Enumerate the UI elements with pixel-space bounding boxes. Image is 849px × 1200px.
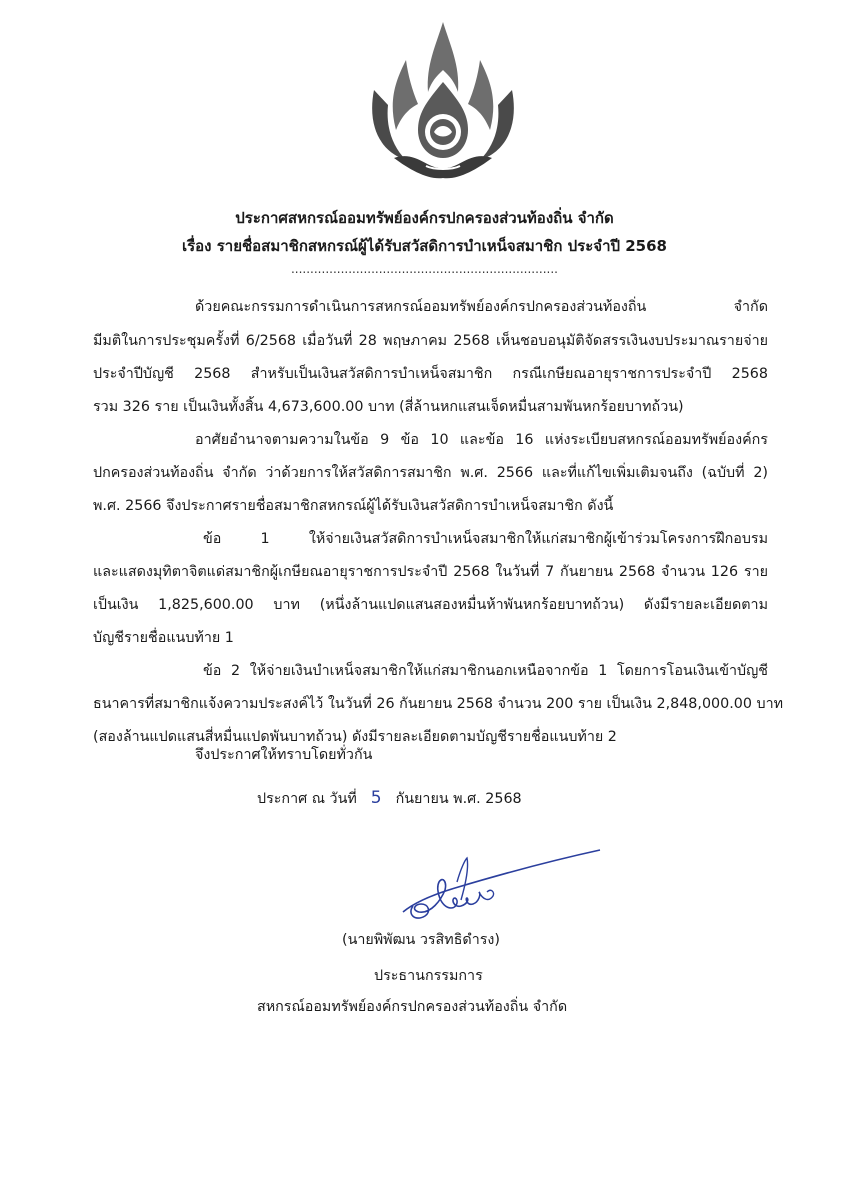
date-prefix: ประกาศ ณ วันที่ — [257, 791, 357, 807]
announcement-date — [257, 788, 522, 810]
handwritten-signature — [395, 842, 605, 924]
paragraph-4-line-2: ธนาคารที่สมาชิกแจ้งความประสงค์ไว้ ในวันที่ 26 กันยายน 2568 จำนวน 200 ราย เป็นเงิน 2,848,000.00 บาท — [93, 696, 784, 712]
closing-statement: จึงประกาศให้ทราบโดยทั่วกัน — [195, 747, 373, 763]
signer-name: (นายพิพัฒน วรสิทธิดำรง) — [342, 932, 500, 948]
paragraph-1-line-1: ด้วยคณะกรรมการดำเนินการสหกรณ์ออมทรัพย์องค์กรปกครองส่วนท้องถิ่น จำกัด — [195, 299, 768, 315]
document-title: ประกาศสหกรณ์ออมทรัพย์องค์กรปกครองส่วนท้องถิ่น จำกัด — [235, 209, 614, 227]
date-month-year: กันยายน พ.ศ. 2568 — [395, 791, 522, 807]
paragraph-4-line-3: (สองล้านแปดแสนสี่หมื่นแปดพันบาทถ้วน) ดังมีรายละเอียดตามบัญชีรายชื่อแนบท้าย 2 — [93, 729, 617, 745]
paragraph-2-line-1: อาศัยอำนาจตามความในข้อ 9 ข้อ 10 และข้อ 16 แห่งระเบียบสหกรณ์ออมทรัพย์องค์กร — [195, 432, 768, 448]
document-subject: เรื่อง รายชื่อสมาชิกสหกรณ์ผู้ได้รับสวัสดิการบำเหน็จสมาชิก ประจำปี 2568 — [181, 237, 667, 255]
cooperative-logo-icon — [366, 20, 520, 180]
date-day: 5 — [370, 788, 382, 808]
paragraph-1-line-3: ประจำปีบัญชี 2568 สำหรับเป็นเงินสวัสดิการบำเหน็จสมาชิก กรณีเกษียณอายุราชการประจำปี 2568 — [93, 366, 768, 382]
paragraph-3-line-4: บัญชีรายชื่อแนบท้าย 1 — [93, 630, 234, 646]
paragraph-3-line-1: ข้อ 1 ให้จ่ายเงินสวัสดิการบำเหน็จสมาชิกให้แก่สมาชิกผู้เข้าร่วมโครงการฝึกอบรม — [203, 531, 768, 547]
paragraph-1-line-4: รวม 326 ราย เป็นเงินทั้งสิ้น 4,673,600.00 บาท (สี่ล้านหกแสนเจ็ดหมื่นสามพันหกร้อยบาทถ้วน) — [93, 399, 684, 415]
paragraph-3-line-3: เป็นเงิน 1,825,600.00 บาท (หนึ่งล้านแปดแสนสองหมื่นห้าพันหกร้อยบาทถ้วน) ดังมีรายละเอียดตาม — [93, 597, 768, 613]
paragraph-2-line-2: ปกครองส่วนท้องถิ่น จำกัด ว่าด้วยการให้สวัสดิการสมาชิก พ.ศ. 2566 และที่แก้ไขเพิ่มเติมจนถึง (ฉบับที่ 2) — [93, 465, 768, 481]
paragraph-2-line-3: พ.ศ. 2566 จึงประกาศรายชื่อสมาชิกสหกรณ์ผู้ได้รับเงินสวัสดิการบำเหน็จสมาชิก ดังนี้ — [93, 498, 614, 514]
signer-position: ประธานกรรมการ — [374, 968, 483, 984]
paragraph-4-line-1: ข้อ 2 ให้จ่ายเงินบำเหน็จสมาชิกให้แก่สมาชิกนอกเหนือจากข้อ 1 โดยการโอนเงินเข้าบัญชี — [203, 663, 768, 679]
paragraph-3-line-2: และแสดงมุทิตาจิตแด่สมาชิกผู้เกษียณอายุราชการประจำปี 2568 ในวันที่ 7 กันยายน 2568 จำนวน 126 ราย — [93, 564, 768, 580]
heading-separator: ...................................................................... — [290, 262, 558, 276]
signer-organization: สหกรณ์ออมทรัพย์องค์กรปกครองส่วนท้องถิ่น จำกัด — [257, 999, 568, 1015]
paragraph-1-line-2: มีมติในการประชุมครั้งที่ 6/2568 เมื่อวันที่ 28 พฤษภาคม 2568 เห็นชอบอนุมัติจัดสรรเงินงบประมาณรายจ่าย — [93, 333, 768, 349]
